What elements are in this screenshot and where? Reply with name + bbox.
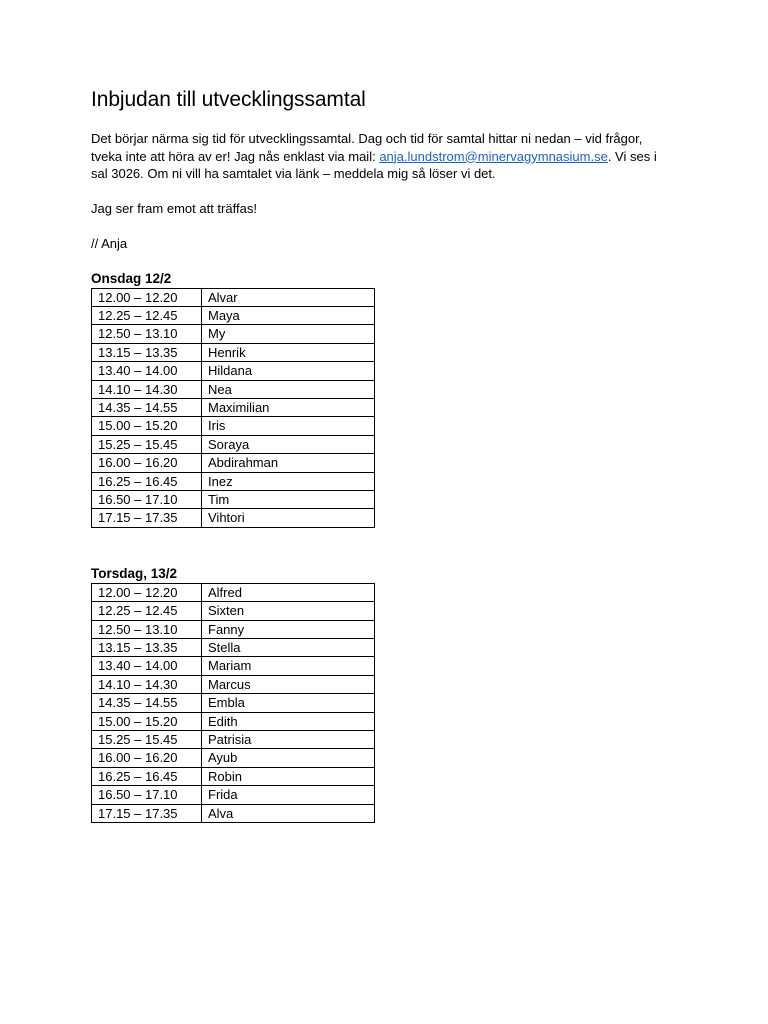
table-row	[92, 675, 375, 693]
time-slot-cell: 13.15 – 13.35	[92, 343, 202, 361]
time-slot-cell: 17.15 – 17.35	[92, 509, 202, 527]
table-row	[92, 325, 375, 343]
time-slot-cell: 15.00 – 15.20	[92, 417, 202, 435]
student-name-cell: Soraya	[202, 435, 375, 453]
student-name-cell: Robin	[202, 767, 375, 785]
time-slot-cell: 16.50 – 17.10	[92, 490, 202, 508]
time-slot-cell: 16.25 – 16.45	[92, 472, 202, 490]
time-slot-cell: 13.40 – 14.00	[92, 657, 202, 675]
table-row	[92, 435, 375, 453]
student-name-cell: Frida	[202, 786, 375, 804]
time-slot-cell: 16.25 – 16.45	[92, 767, 202, 785]
schedule-table-thursday	[91, 583, 375, 823]
time-slot-cell: 16.00 – 16.20	[92, 454, 202, 472]
table-row	[92, 398, 375, 416]
time-slot-cell: 14.35 – 14.55	[92, 398, 202, 416]
student-name-cell: Abdirahman	[202, 454, 375, 472]
schedule-table-wednesday	[91, 288, 375, 528]
table-row	[92, 509, 375, 527]
table-row	[92, 767, 375, 785]
student-name-cell: Maya	[202, 306, 375, 324]
table-row	[92, 288, 375, 306]
table-row	[92, 417, 375, 435]
time-slot-cell: 15.25 – 15.45	[92, 435, 202, 453]
table-row	[92, 620, 375, 638]
time-slot-cell: 12.00 – 12.20	[92, 583, 202, 601]
student-name-cell: Henrik	[202, 343, 375, 361]
time-slot-cell: 15.25 – 15.45	[92, 731, 202, 749]
time-slot-cell: 12.25 – 12.45	[92, 306, 202, 324]
time-slot-cell: 16.50 – 17.10	[92, 786, 202, 804]
time-slot-cell: 12.50 – 13.10	[92, 325, 202, 343]
intro-text-continued: . Vi ses i sal 3026. Om ni vill ha samtalet via länk – meddela mig så löser vi det.	[91, 148, 657, 181]
time-slot-cell: 12.50 – 13.10	[92, 620, 202, 638]
table-row	[92, 639, 375, 657]
student-name-cell: Hildana	[202, 362, 375, 380]
table-row	[92, 602, 375, 620]
table-row	[92, 712, 375, 730]
document-page	[91, 86, 671, 823]
table-row	[92, 472, 375, 490]
student-name-cell: Ayub	[202, 749, 375, 767]
student-name-cell: Mariam	[202, 657, 375, 675]
student-name-cell: Patrisia	[202, 731, 375, 749]
student-name-cell: My	[202, 325, 375, 343]
table-row	[92, 786, 375, 804]
table-row	[92, 804, 375, 822]
time-slot-cell: 14.10 – 14.30	[92, 380, 202, 398]
greeting-text: Jag ser fram emot att träffas!	[91, 200, 257, 216]
table-row	[92, 490, 375, 508]
table-row	[92, 583, 375, 601]
time-slot-cell: 15.00 – 15.20	[92, 712, 202, 730]
student-name-cell: Edith	[202, 712, 375, 730]
student-name-cell: Vihtori	[202, 509, 375, 527]
intro-paragraph	[91, 130, 671, 183]
time-slot-cell: 12.25 – 12.45	[92, 602, 202, 620]
day-heading-thursday: Torsdag, 13/2	[91, 565, 178, 581]
student-name-cell: Fanny	[202, 620, 375, 638]
student-name-cell: Maximilian	[202, 398, 375, 416]
student-name-cell: Nea	[202, 380, 375, 398]
student-name-cell: Alvar	[202, 288, 375, 306]
table-row	[92, 657, 375, 675]
student-name-cell: Tim	[202, 490, 375, 508]
day-heading-wednesday: Onsdag 12/2	[91, 270, 172, 286]
table-row	[92, 343, 375, 361]
student-name-cell: Alfred	[202, 583, 375, 601]
student-name-cell: Sixten	[202, 602, 375, 620]
document-title: Inbjudan till utvecklingssamtal	[91, 88, 366, 111]
time-slot-cell: 16.00 – 16.20	[92, 749, 202, 767]
table-row	[92, 362, 375, 380]
time-slot-cell: 12.00 – 12.20	[92, 288, 202, 306]
email-link[interactable]: anja.lundstrom@minervagymnasium.se	[379, 148, 608, 164]
table-row	[92, 749, 375, 767]
table-row	[92, 694, 375, 712]
time-slot-cell: 13.40 – 14.00	[92, 362, 202, 380]
table-row	[92, 306, 375, 324]
signature: // Anja	[91, 236, 128, 251]
student-name-cell: Iris	[202, 417, 375, 435]
table-row	[92, 731, 375, 749]
time-slot-cell: 13.15 – 13.35	[92, 639, 202, 657]
student-name-cell: Marcus	[202, 675, 375, 693]
time-slot-cell: 14.35 – 14.55	[92, 694, 202, 712]
student-name-cell: Stella	[202, 639, 375, 657]
table-row	[92, 454, 375, 472]
student-name-cell: Embla	[202, 694, 375, 712]
table-row	[92, 380, 375, 398]
time-slot-cell: 17.15 – 17.35	[92, 804, 202, 822]
student-name-cell: Inez	[202, 472, 375, 490]
time-slot-cell: 14.10 – 14.30	[92, 675, 202, 693]
intro-text: Det börjar närma sig tid för utvecklingssamtal. Dag och tid för samtal hittar ni nedan – vid frågor, tveka inte att höra av er! Jag nås enklast via mail:	[91, 131, 643, 164]
student-name-cell: Alva	[202, 804, 375, 822]
